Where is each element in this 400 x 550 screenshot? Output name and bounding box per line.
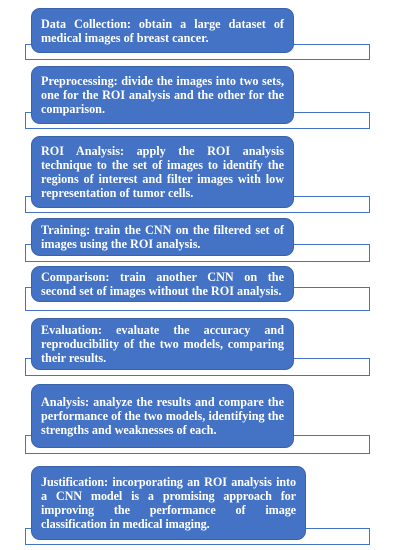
step-box bbox=[31, 218, 294, 256]
step-box bbox=[31, 384, 294, 448]
step-box bbox=[31, 266, 294, 302]
step-text: Analysis: analyze the results and compare the performance of the two models, identifying the strengths and weaknesses of each. bbox=[41, 395, 284, 437]
step-text: Justification: incorporating an ROI analysis into a CNN model is a promising approach for improving the performance of image classification in medical imaging. bbox=[41, 475, 296, 531]
step-box bbox=[31, 318, 294, 370]
step-text: Training: train the CNN on the filtered set of images using the ROI analysis. bbox=[41, 223, 284, 251]
step-text: ROI Analysis: apply the ROI analysis technique to the set of images to identify the regions of interest and filter images with low representation of tumor cells. bbox=[41, 144, 284, 200]
step-box bbox=[31, 8, 294, 53]
step-box bbox=[31, 466, 306, 540]
step-text: Data Collection: obtain a large dataset of medical images of breast cancer. bbox=[41, 16, 284, 45]
step-text: Comparison: train another CNN on the second set of images without the ROI analysis. bbox=[41, 270, 284, 298]
step-text: Preprocessing: divide the images into two sets, one for the ROI analysis and the other for the comparison. bbox=[41, 74, 284, 116]
step-text: Evaluation: evaluate the accuracy and reproducibility of the two models, comparing their results. bbox=[41, 323, 284, 365]
step-box bbox=[31, 66, 294, 124]
step-box bbox=[31, 136, 294, 208]
